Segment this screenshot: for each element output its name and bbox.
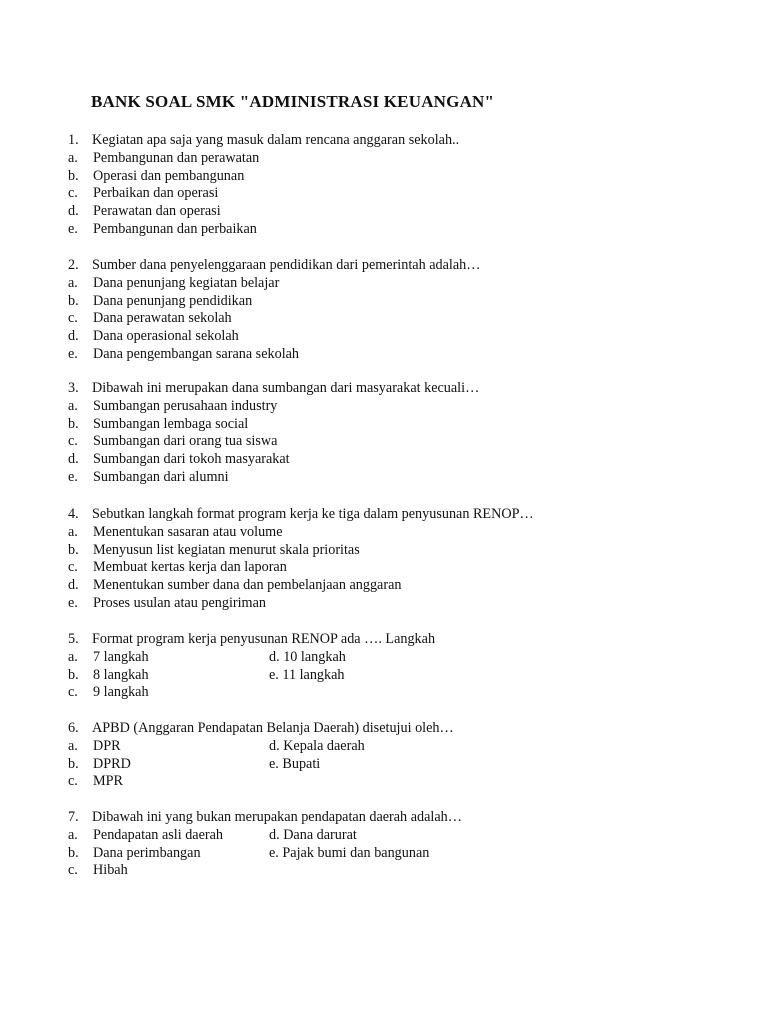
option-text: Dana penunjang kegiatan belajar [93,274,280,291]
option-c [0,185,768,203]
question-text: Format program kerja penyusunan RENOP ada …. Langkah [92,631,436,647]
option-text-secondary: e. Bupati [269,755,321,772]
option-text: DPR [93,737,121,754]
option-text: Pembangunan dan perbaikan [93,220,257,237]
option-row [0,684,768,702]
option-letter: b. [68,415,79,432]
option-row [0,756,768,774]
question-text: Sebutkan langkah format program kerja ke tiga dalam penyusunan RENOP… [92,506,534,522]
option-text-secondary: d. Dana darurat [269,826,357,843]
question-number: 5. [68,631,79,647]
question-text: APBD (Anggaran Pendapatan Belanja Daerah) disetujui oleh… [92,720,454,736]
option-e [0,595,768,613]
option-letter: e. [68,220,78,237]
question-3 [0,380,768,487]
option-row [0,845,768,863]
question-text: Kegiatan apa saja yang masuk dalam rencana anggaran sekolah.. [92,132,460,148]
question-7 [0,809,768,880]
question-number: 1. [68,132,79,148]
option-text: Pendapatan asli daerah [93,826,223,843]
option-text: Sumbangan dari orang tua siswa [93,433,278,450]
option-b [0,542,768,560]
option-text: Menentukan sumber dana dan pembelanjaan anggaran [93,577,402,594]
option-a [0,398,768,416]
option-e [0,221,768,239]
option-row [0,667,768,685]
option-letter: b. [68,292,79,309]
option-b [0,416,768,434]
question-number: 2. [68,257,79,273]
document-title: BANK SOAL SMK "ADMINISTRASI KEUANGAN" [91,92,495,111]
option-letter: a. [68,523,78,540]
option-text: Dana perawatan sekolah [93,310,232,327]
option-row [0,738,768,756]
option-letter: b. [68,541,79,558]
option-letter: b. [68,844,79,861]
question-4 [0,506,768,613]
option-text: Operasi dan pembangunan [93,167,245,184]
question-line [0,132,768,150]
option-letter: b. [68,167,79,184]
option-row [0,773,768,791]
option-letter: a. [68,149,78,166]
option-c [0,559,768,577]
option-letter: c. [68,862,78,879]
option-letter: a. [68,737,78,754]
question-2 [0,257,768,364]
option-b [0,168,768,186]
option-letter: e. [68,594,78,611]
option-text: Dana operasional sekolah [93,328,239,345]
option-text: 8 langkah [93,666,149,683]
option-text-secondary: e. Pajak bumi dan bangunan [269,844,430,861]
option-letter: b. [68,755,79,772]
option-letter: a. [68,274,78,291]
option-text: Proses usulan atau pengiriman [93,594,266,611]
option-letter: a. [68,826,78,843]
question-line [0,257,768,275]
option-text: Sumbangan dari alumni [93,468,229,485]
question-number: 6. [68,720,79,736]
option-letter: a. [68,397,78,414]
option-b [0,293,768,311]
option-letter: e. [68,468,78,485]
question-line [0,720,768,738]
option-text: Pembangunan dan perawatan [93,149,260,166]
option-text: Hibah [93,862,128,879]
option-letter: d. [68,328,79,345]
option-text: Sumbangan dari tokoh masyarakat [93,451,290,468]
option-a [0,275,768,293]
option-d [0,451,768,469]
option-a [0,150,768,168]
option-text-secondary: d. 10 langkah [269,648,346,665]
option-text-secondary: d. Kepala daerah [269,737,365,754]
question-text: Sumber dana penyelenggaraan pendidikan dari pemerintah adalah… [92,257,481,273]
option-letter: c. [68,559,78,576]
option-text: Perbaikan dan operasi [93,185,219,202]
option-e [0,469,768,487]
option-text: Menentukan sasaran atau volume [93,523,283,540]
question-number: 4. [68,506,79,522]
question-5 [0,631,768,702]
option-letter: d. [68,451,79,468]
option-letter: c. [68,684,78,701]
option-letter: c. [68,185,78,202]
option-letter: a. [68,648,78,665]
option-letter: e. [68,345,78,362]
option-row [0,862,768,880]
question-line [0,506,768,524]
option-text-secondary: e. 11 langkah [269,666,345,683]
option-letter: d. [68,577,79,594]
option-text: Dana pengembangan sarana sekolah [93,345,300,362]
question-line [0,380,768,398]
question-6 [0,720,768,791]
option-letter: c. [68,433,78,450]
option-c [0,310,768,328]
question-text: Dibawah ini yang bukan merupakan pendapatan daerah adalah… [92,809,462,825]
question-1 [0,132,768,239]
option-a [0,524,768,542]
option-text: Sumbangan lembaga social [93,415,249,432]
option-text: Menyusun list kegiatan menurut skala prioritas [93,541,360,558]
question-number: 3. [68,380,79,396]
option-text: DPRD [93,755,131,772]
option-text: Sumbangan perusahaan industry [93,397,278,414]
option-d [0,577,768,595]
question-line [0,809,768,827]
option-text: Dana penunjang pendidikan [93,292,253,309]
option-d [0,328,768,346]
question-line [0,631,768,649]
option-d [0,203,768,221]
option-row [0,827,768,845]
option-e [0,346,768,364]
option-text: MPR [93,773,123,790]
option-letter: c. [68,773,78,790]
option-text: 9 langkah [93,684,149,701]
option-text: Perawatan dan operasi [93,203,221,220]
option-letter: c. [68,310,78,327]
option-letter: d. [68,203,79,220]
option-text: 7 langkah [93,648,149,665]
option-row [0,649,768,667]
option-letter: b. [68,666,79,683]
question-number: 7. [68,809,79,825]
option-c [0,433,768,451]
option-text: Dana perimbangan [93,844,201,861]
question-text: Dibawah ini merupakan dana sumbangan dari masyarakat kecuali… [92,380,480,396]
option-text: Membuat kertas kerja dan laporan [93,559,287,576]
